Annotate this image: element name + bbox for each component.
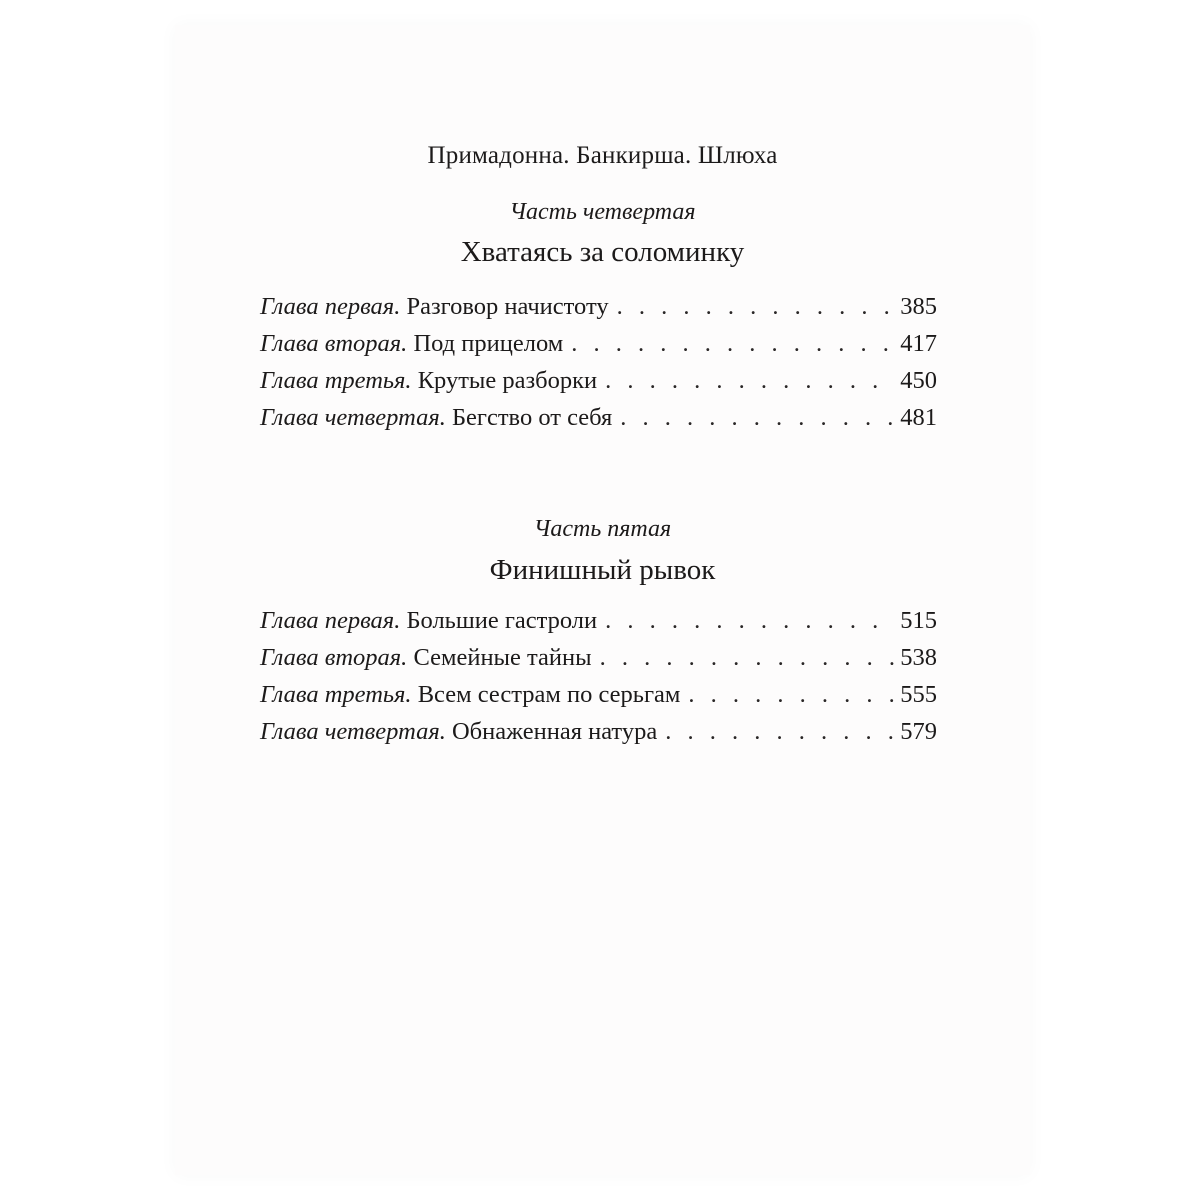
part-label: Часть четвертая: [509, 199, 696, 225]
toc-entry: [260, 330, 937, 367]
chapter-title: Семейные тайны: [413, 644, 592, 671]
toc-entry: [260, 293, 937, 330]
chapter-title: Большие гастроли: [406, 607, 598, 634]
dot-leader: [571, 330, 894, 358]
chapter-title: Бегство от себя: [451, 404, 613, 431]
chapter-title: Под прицелом: [413, 330, 564, 357]
dot-leader: [617, 293, 895, 321]
toc-entry: [260, 367, 937, 404]
chapter-title: Крутые разборки: [417, 367, 598, 394]
chapter-number: Глава четвертая.: [260, 404, 446, 431]
chapter-number: Глава первая.: [260, 607, 401, 634]
part-title: Хватаясь за соломинку: [460, 236, 745, 268]
dot-leader: [665, 718, 894, 746]
chapter-number: Глава первая.: [260, 293, 401, 320]
toc-entry: [260, 681, 937, 718]
running-head: Примадонна. Банкирша. Шлюха: [427, 142, 778, 169]
chapter-number: Глава вторая.: [260, 644, 408, 671]
dot-leader: [605, 367, 894, 395]
chapter-number: Глава вторая.: [260, 330, 408, 357]
dot-leader: [688, 681, 894, 709]
chapter-title: Всем сестрам по серьгам: [417, 681, 681, 708]
part-label: Часть пятая: [533, 516, 672, 542]
page-number: 481: [900, 404, 937, 431]
toc-entry: [260, 404, 937, 441]
chapter-title: Обнаженная натура: [451, 718, 658, 745]
toc-list: [260, 607, 937, 755]
page-number: 555: [900, 681, 937, 708]
book-page: [175, 25, 1030, 1175]
toc-entry: [260, 644, 937, 681]
chapter-number: Глава четвертая.: [260, 718, 446, 745]
dot-leader: [605, 607, 894, 635]
chapter-number: Глава третья.: [260, 681, 412, 708]
part-title: Финишный рывок: [489, 554, 716, 586]
toc-list: [260, 293, 937, 441]
dot-leader: [620, 404, 894, 432]
toc-entry: [260, 718, 937, 755]
toc-entry: [260, 607, 937, 644]
page-number: 515: [900, 607, 937, 634]
page-number: 579: [900, 718, 937, 745]
dot-leader: [600, 644, 895, 672]
chapter-number: Глава третья.: [260, 367, 412, 394]
page-number: 417: [900, 330, 937, 357]
page-number: 385: [900, 293, 937, 320]
page-number: 538: [900, 644, 937, 671]
chapter-title: Разговор начистоту: [406, 293, 609, 320]
page-number: 450: [900, 367, 937, 394]
